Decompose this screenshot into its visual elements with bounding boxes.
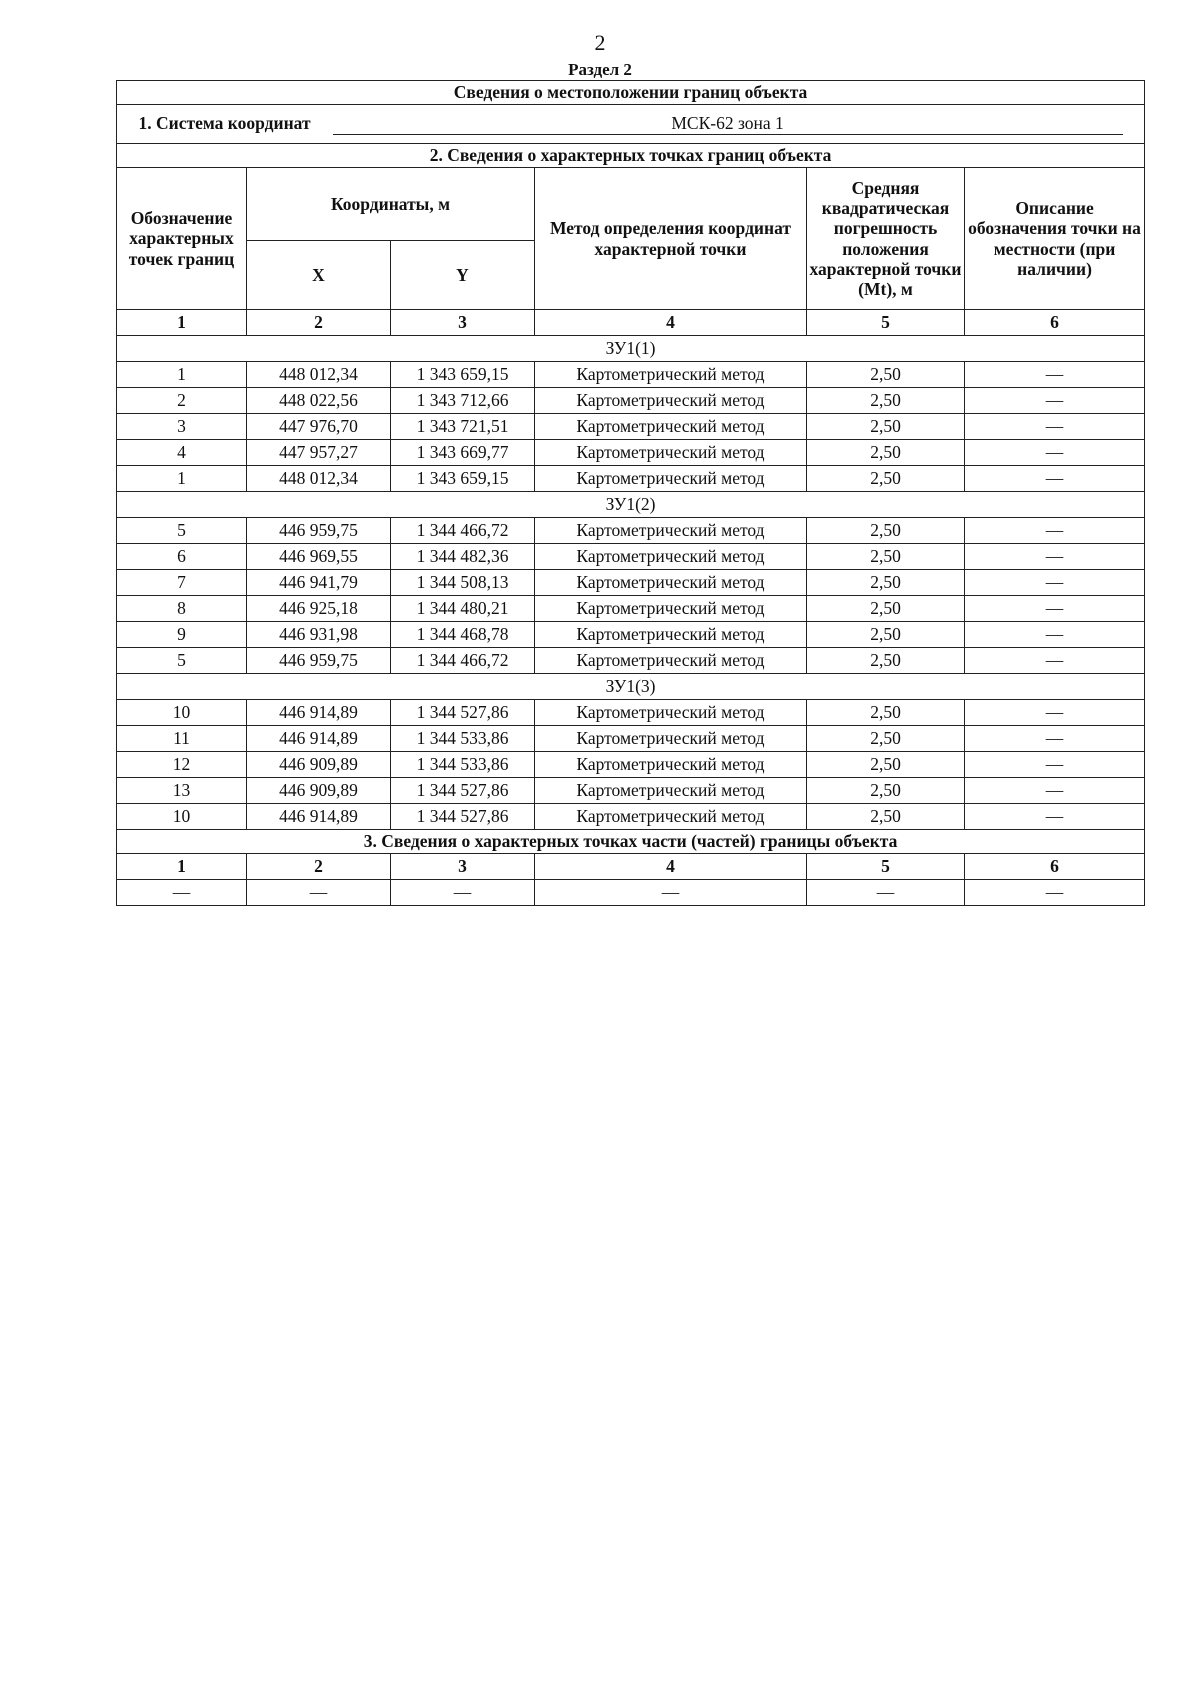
method-cell: Картометрический метод (535, 778, 807, 804)
x-cell: 448 012,34 (247, 466, 391, 492)
point-number-cell: 2 (117, 388, 247, 414)
page-number: 2 (594, 30, 606, 55)
description-cell: — (965, 778, 1145, 804)
column-number: 2 (247, 310, 391, 336)
error-cell: 2,50 (807, 596, 965, 622)
table-row (117, 518, 1145, 544)
point-number-cell: 11 (117, 726, 247, 752)
method-cell: Картометрический метод (535, 440, 807, 466)
part3-cell: — (807, 880, 965, 906)
table-row (117, 544, 1145, 570)
description-cell: — (965, 544, 1145, 570)
point-number-cell: 1 (117, 466, 247, 492)
group-name: ЗУ1(1) (117, 336, 1145, 362)
y-cell: 1 343 669,77 (391, 440, 535, 466)
coord-system-cell (117, 105, 1145, 144)
y-cell: 1 344 482,36 (391, 544, 535, 570)
table-row (117, 440, 1145, 466)
x-cell: 446 914,89 (247, 700, 391, 726)
table-row (117, 648, 1145, 674)
group-row (117, 492, 1145, 518)
header-y: Y (391, 241, 535, 310)
table-title: Сведения о местоположении границ объекта (117, 81, 1145, 105)
part3-cell: — (535, 880, 807, 906)
method-cell: Картометрический метод (535, 648, 807, 674)
method-cell: Картометрический метод (535, 466, 807, 492)
error-cell: 2,50 (807, 440, 965, 466)
x-cell: 446 959,75 (247, 518, 391, 544)
y-cell: 1 344 468,78 (391, 622, 535, 648)
part3-cell: — (247, 880, 391, 906)
coord-system-row (117, 105, 1145, 144)
description-cell: — (965, 752, 1145, 778)
table-row (117, 414, 1145, 440)
y-cell: 1 343 659,15 (391, 362, 535, 388)
description-cell: — (965, 440, 1145, 466)
x-cell: 447 976,70 (247, 414, 391, 440)
point-number-cell: 8 (117, 596, 247, 622)
column-number: 3 (391, 310, 535, 336)
part3-title: 3. Сведения о характерных точках части (частей) границы объекта (117, 830, 1145, 854)
x-cell: 446 969,55 (247, 544, 391, 570)
header-method: Метод определения координат характерной точки (535, 168, 807, 310)
header-error: Средняя квадратическая погрешность положения характерной точки (Mt), м (807, 168, 965, 310)
column-number: 5 (807, 854, 965, 880)
method-cell: Картометрический метод (535, 570, 807, 596)
group-row (117, 336, 1145, 362)
table-row (117, 700, 1145, 726)
y-cell: 1 343 659,15 (391, 466, 535, 492)
point-number-cell: 9 (117, 622, 247, 648)
x-cell: 446 941,79 (247, 570, 391, 596)
point-number-cell: 10 (117, 804, 247, 830)
table-row (117, 596, 1145, 622)
y-cell: 1 344 527,86 (391, 700, 535, 726)
description-cell: — (965, 648, 1145, 674)
y-cell: 1 344 480,21 (391, 596, 535, 622)
header-x: X (247, 241, 391, 310)
method-cell: Картометрический метод (535, 414, 807, 440)
table-row (117, 622, 1145, 648)
x-cell: 446 959,75 (247, 648, 391, 674)
point-number-cell: 10 (117, 700, 247, 726)
point-number-cell: 3 (117, 414, 247, 440)
column-number: 1 (117, 310, 247, 336)
y-cell: 1 343 712,66 (391, 388, 535, 414)
error-cell: 2,50 (807, 778, 965, 804)
table-row (117, 362, 1145, 388)
table-row (117, 466, 1145, 492)
boundary-table (116, 80, 1145, 906)
point-number-cell: 4 (117, 440, 247, 466)
description-cell: — (965, 466, 1145, 492)
boundary-table-body (117, 81, 1145, 906)
group-name: ЗУ1(3) (117, 674, 1145, 700)
part3-row (117, 880, 1145, 906)
part3-title-row (117, 830, 1145, 854)
method-cell: Картометрический метод (535, 518, 807, 544)
point-number-cell: 6 (117, 544, 247, 570)
part3-cell: — (391, 880, 535, 906)
error-cell: 2,50 (807, 466, 965, 492)
method-cell: Картометрический метод (535, 804, 807, 830)
group-name: ЗУ1(2) (117, 492, 1145, 518)
column-number: 5 (807, 310, 965, 336)
y-cell: 1 344 527,86 (391, 804, 535, 830)
section-title: Раздел 2 (568, 60, 632, 79)
column-number: 2 (247, 854, 391, 880)
table-title-row (117, 81, 1145, 105)
point-number-cell: 1 (117, 362, 247, 388)
method-cell: Картометрический метод (535, 700, 807, 726)
description-cell: — (965, 362, 1145, 388)
error-cell: 2,50 (807, 804, 965, 830)
part3-cell: — (965, 880, 1145, 906)
error-cell: 2,50 (807, 414, 965, 440)
y-cell: 1 344 466,72 (391, 648, 535, 674)
table-row (117, 570, 1145, 596)
coord-system-value: МСК-62 зона 1 (333, 113, 1123, 135)
x-cell: 448 012,34 (247, 362, 391, 388)
table-row (117, 752, 1145, 778)
method-cell: Картометрический метод (535, 752, 807, 778)
column-number: 1 (117, 854, 247, 880)
y-cell: 1 343 721,51 (391, 414, 535, 440)
table-row (117, 388, 1145, 414)
column-number: 3 (391, 854, 535, 880)
part2-title: 2. Сведения о характерных точках границ объекта (117, 144, 1145, 168)
part2-title-row (117, 144, 1145, 168)
coord-system-label: 1. Система координат (138, 112, 311, 133)
error-cell: 2,50 (807, 752, 965, 778)
x-cell: 446 909,89 (247, 778, 391, 804)
method-cell: Картометрический метод (535, 622, 807, 648)
header-designation: Обозначение характерных точек границ (117, 168, 247, 310)
description-cell: — (965, 622, 1145, 648)
part3-column-numbers-row (117, 854, 1145, 880)
x-cell: 447 957,27 (247, 440, 391, 466)
error-cell: 2,50 (807, 518, 965, 544)
method-cell: Картометрический метод (535, 544, 807, 570)
y-cell: 1 344 508,13 (391, 570, 535, 596)
point-number-cell: 5 (117, 518, 247, 544)
error-cell: 2,50 (807, 622, 965, 648)
x-cell: 448 022,56 (247, 388, 391, 414)
y-cell: 1 344 527,86 (391, 778, 535, 804)
error-cell: 2,50 (807, 570, 965, 596)
x-cell: 446 914,89 (247, 726, 391, 752)
error-cell: 2,50 (807, 362, 965, 388)
point-number-cell: 13 (117, 778, 247, 804)
column-number: 6 (965, 310, 1145, 336)
description-cell: — (965, 700, 1145, 726)
method-cell: Картометрический метод (535, 726, 807, 752)
description-cell: — (965, 518, 1145, 544)
header-coords: Координаты, м (247, 168, 535, 241)
group-row (117, 674, 1145, 700)
x-cell: 446 909,89 (247, 752, 391, 778)
table-row (117, 726, 1145, 752)
y-cell: 1 344 466,72 (391, 518, 535, 544)
point-number-cell: 5 (117, 648, 247, 674)
column-number: 6 (965, 854, 1145, 880)
error-cell: 2,50 (807, 388, 965, 414)
table-row (117, 804, 1145, 830)
header-row-top (117, 168, 1145, 241)
point-number-cell: 12 (117, 752, 247, 778)
error-cell: 2,50 (807, 544, 965, 570)
method-cell: Картометрический метод (535, 362, 807, 388)
x-cell: 446 931,98 (247, 622, 391, 648)
description-cell: — (965, 726, 1145, 752)
error-cell: 2,50 (807, 648, 965, 674)
x-cell: 446 925,18 (247, 596, 391, 622)
column-number: 4 (535, 310, 807, 336)
table-row (117, 778, 1145, 804)
point-number-cell: 7 (117, 570, 247, 596)
method-cell: Картометрический метод (535, 388, 807, 414)
description-cell: — (965, 804, 1145, 830)
description-cell: — (965, 414, 1145, 440)
error-cell: 2,50 (807, 726, 965, 752)
part3-cell: — (117, 880, 247, 906)
column-number: 4 (535, 854, 807, 880)
y-cell: 1 344 533,86 (391, 726, 535, 752)
x-cell: 446 914,89 (247, 804, 391, 830)
column-numbers-row (117, 310, 1145, 336)
method-cell: Картометрический метод (535, 596, 807, 622)
description-cell: — (965, 388, 1145, 414)
error-cell: 2,50 (807, 700, 965, 726)
description-cell: — (965, 596, 1145, 622)
description-cell: — (965, 570, 1145, 596)
header-description: Описание обозначения точки на местности (при наличии) (965, 168, 1145, 310)
y-cell: 1 344 533,86 (391, 752, 535, 778)
